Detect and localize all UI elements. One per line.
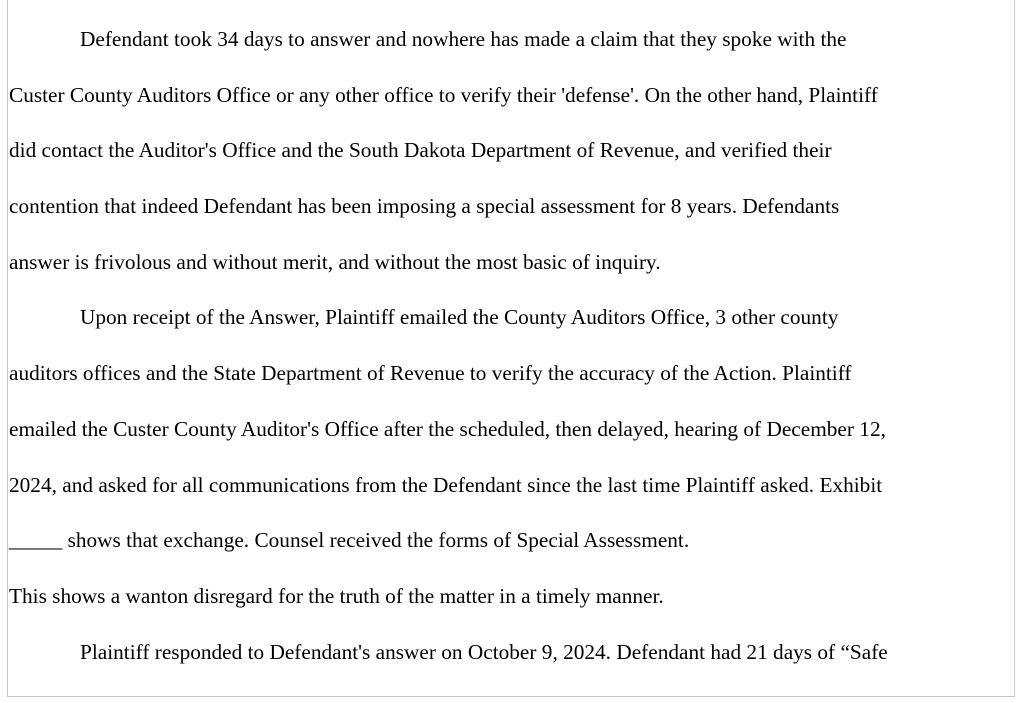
- paragraph-4-line-1: Plaintiff responded to Defendant's answer on October 9, 2024. Defendant had 21 days of “Safe: [80, 639, 888, 664]
- document-body: [9, 12, 1014, 680]
- paragraph-2-line-3: emailed the Custer County Auditor's Office after the scheduled, then delayed, hearing of December 12,: [9, 416, 886, 441]
- paragraph-1-line-5: answer is frivolous and without merit, and without the most basic of inquiry.: [9, 249, 661, 274]
- paragraph-2-line-5: _____ shows that exchange. Counsel received the forms of Special Assessment.: [9, 528, 690, 553]
- paragraph-2-line-1: Upon receipt of the Answer, Plaintiff emailed the County Auditors Office, 3 other county: [80, 305, 839, 330]
- paragraph-2-line-4: 2024, and asked for all communications from the Defendant since the last time Plaintiff asked. Exhibit: [9, 472, 883, 497]
- paragraph-1-line-4: contention that indeed Defendant has been imposing a special assessment for 8 years. Defendants: [9, 194, 840, 219]
- paragraph-1-line-3: did contact the Auditor's Office and the South Dakota Department of Revenue, and verified their: [9, 138, 832, 163]
- document-page: [7, 0, 1015, 697]
- paragraph-3-line-1: This shows a wanton disregard for the truth of the matter in a timely manner.: [9, 583, 664, 608]
- paragraph-1-line-1: Defendant took 34 days to answer and nowhere has made a claim that they spoke with the: [80, 27, 847, 51]
- paragraph-2-line-2: auditors offices and the State Department of Revenue to verify the accuracy of the Action. Plaintiff: [9, 361, 852, 386]
- paragraph-1-line-2: Custer County Auditors Office or any other office to verify their 'defense'. On the other hand, Plaintiff: [9, 82, 878, 107]
